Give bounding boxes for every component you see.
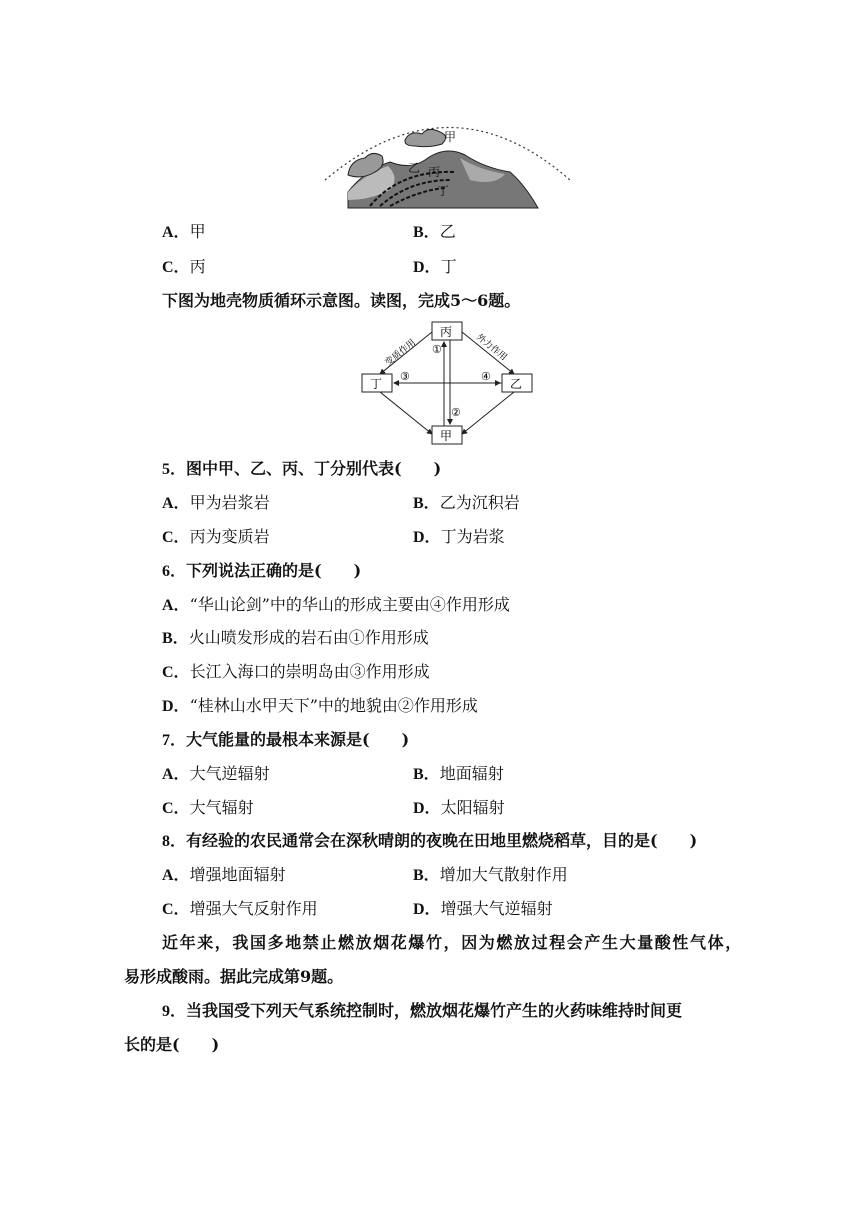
box-left-label: 丁 [370,377,383,391]
option-d[interactable] [162,695,478,718]
option-label: C． [162,901,190,918]
label-jia: 甲 [444,130,457,144]
option-label: B． [413,495,440,512]
option-text: 地面辐射 [439,764,504,783]
option-text: 大气辐射 [189,798,254,817]
option-text: 乙为沉积岩 [439,493,520,512]
question-stem: 图中甲、乙、丙、丁分别代表( ) [186,459,442,478]
option-text: 太阳辐射 [440,798,505,817]
option-label: D． [162,698,190,715]
option-b[interactable] [413,492,520,515]
intro-5-6: 下图为地壳物质循环示意图。读图，完成5～6题。 [162,291,521,310]
option-a[interactable] [162,763,270,786]
option-text: 丙 [189,257,206,276]
rock-cycle-figure [358,318,538,453]
option-a[interactable] [162,492,270,515]
question-6 [162,560,361,583]
metamorphism-label: 变质作用 [383,337,418,369]
option-c[interactable] [162,797,254,820]
intro-9-line-1: 近年来，我国多地禁止燃放烟花爆竹，因为燃放过程会产生大量酸性气体， [162,933,743,952]
question-number: 7． [162,732,187,749]
option-a[interactable] [162,221,206,244]
question-number: 6． [162,563,187,580]
arrow [380,392,432,434]
option-text: 增强大气逆辐射 [440,899,553,918]
option-d[interactable] [413,526,505,549]
label-yi: 乙 [408,161,421,175]
option-c[interactable] [162,898,318,921]
option-d[interactable] [413,898,553,921]
question-7 [162,729,409,752]
intro-9-line-2: 易形成酸雨。据此完成第9题。 [124,967,344,986]
box-top-label: 丙 [440,325,453,339]
question-8 [162,830,697,853]
option-b[interactable] [413,763,504,786]
question-stem: 当我国受下列天气系统控制时，燃放烟花爆竹产生的火药味维持时间更 [186,1001,683,1020]
option-label: A． [162,224,190,241]
option-text: 火山喷发形成的岩石由①作用形成 [188,628,429,647]
arrow [462,392,514,434]
option-text: 增加大气散射作用 [439,865,568,884]
option-label: A． [162,597,190,614]
option-text: “华山论剑”中的华山的形成主要由④作用形成 [189,595,510,614]
marker-1: ① [432,343,442,356]
option-label: D． [413,800,441,817]
option-b[interactable] [413,864,568,887]
option-a[interactable] [162,864,286,887]
option-label: C． [162,664,190,681]
option-label: C． [162,529,190,546]
marker-4: ④ [481,370,491,383]
option-label: B． [162,630,189,647]
option-text: 增强地面辐射 [189,865,286,884]
marker-3: ③ [400,370,410,383]
question-number: 5． [162,461,187,478]
question-stem: 有经验的农民通常会在深秋晴朗的夜晚在田地里燃烧稻草，目的是( ) [186,831,698,850]
option-text: 甲 [189,222,206,241]
option-text: 丙为变质岩 [189,527,270,546]
option-label: A． [162,766,190,783]
option-text: 大气逆辐射 [189,764,270,783]
question-9-line-2: 长的是( ) [124,1035,220,1054]
option-label: B． [413,867,440,884]
question-number: 8． [162,833,187,850]
option-label: D． [413,259,441,276]
atmosphere-figure [320,100,580,215]
option-c[interactable] [162,256,206,279]
option-c[interactable] [162,661,430,684]
option-b[interactable] [413,221,456,244]
option-label: D． [413,529,441,546]
option-label: A． [162,867,190,884]
option-label: B． [413,766,440,783]
question-number: 9． [162,1003,187,1020]
option-text: 增强大气反射作用 [189,899,318,918]
label-ding: 丁 [437,184,450,198]
option-text: 甲为岩浆岩 [189,493,270,512]
box-right-label: 乙 [510,377,523,391]
option-text: “桂林山水甲天下”中的地貌由②作用形成 [189,696,478,715]
option-a[interactable] [162,594,510,617]
question-5 [162,458,441,481]
box-bottom-label: 甲 [440,429,453,443]
option-text: 丁为岩浆 [440,527,505,546]
option-label: A． [162,495,190,512]
option-text: 丁 [440,257,457,276]
cloud-icon [405,129,446,146]
option-d[interactable] [413,256,457,279]
option-label: D． [413,901,441,918]
option-label: B． [413,224,440,241]
marker-2: ② [451,406,461,419]
option-text: 长江入海口的崇明岛由③作用形成 [189,662,430,681]
question-9 [162,1000,682,1023]
question-stem: 大气能量的最根本来源是( ) [186,730,410,749]
label-bing: 丙 [428,165,441,179]
option-c[interactable] [162,526,270,549]
option-label: C． [162,259,190,276]
option-label: C． [162,800,190,817]
option-b[interactable] [162,627,429,650]
question-stem: 下列说法正确的是( ) [186,561,362,580]
option-text: 乙 [439,222,456,241]
option-d[interactable] [413,797,505,820]
external-force-label: 外力作用 [474,332,509,363]
